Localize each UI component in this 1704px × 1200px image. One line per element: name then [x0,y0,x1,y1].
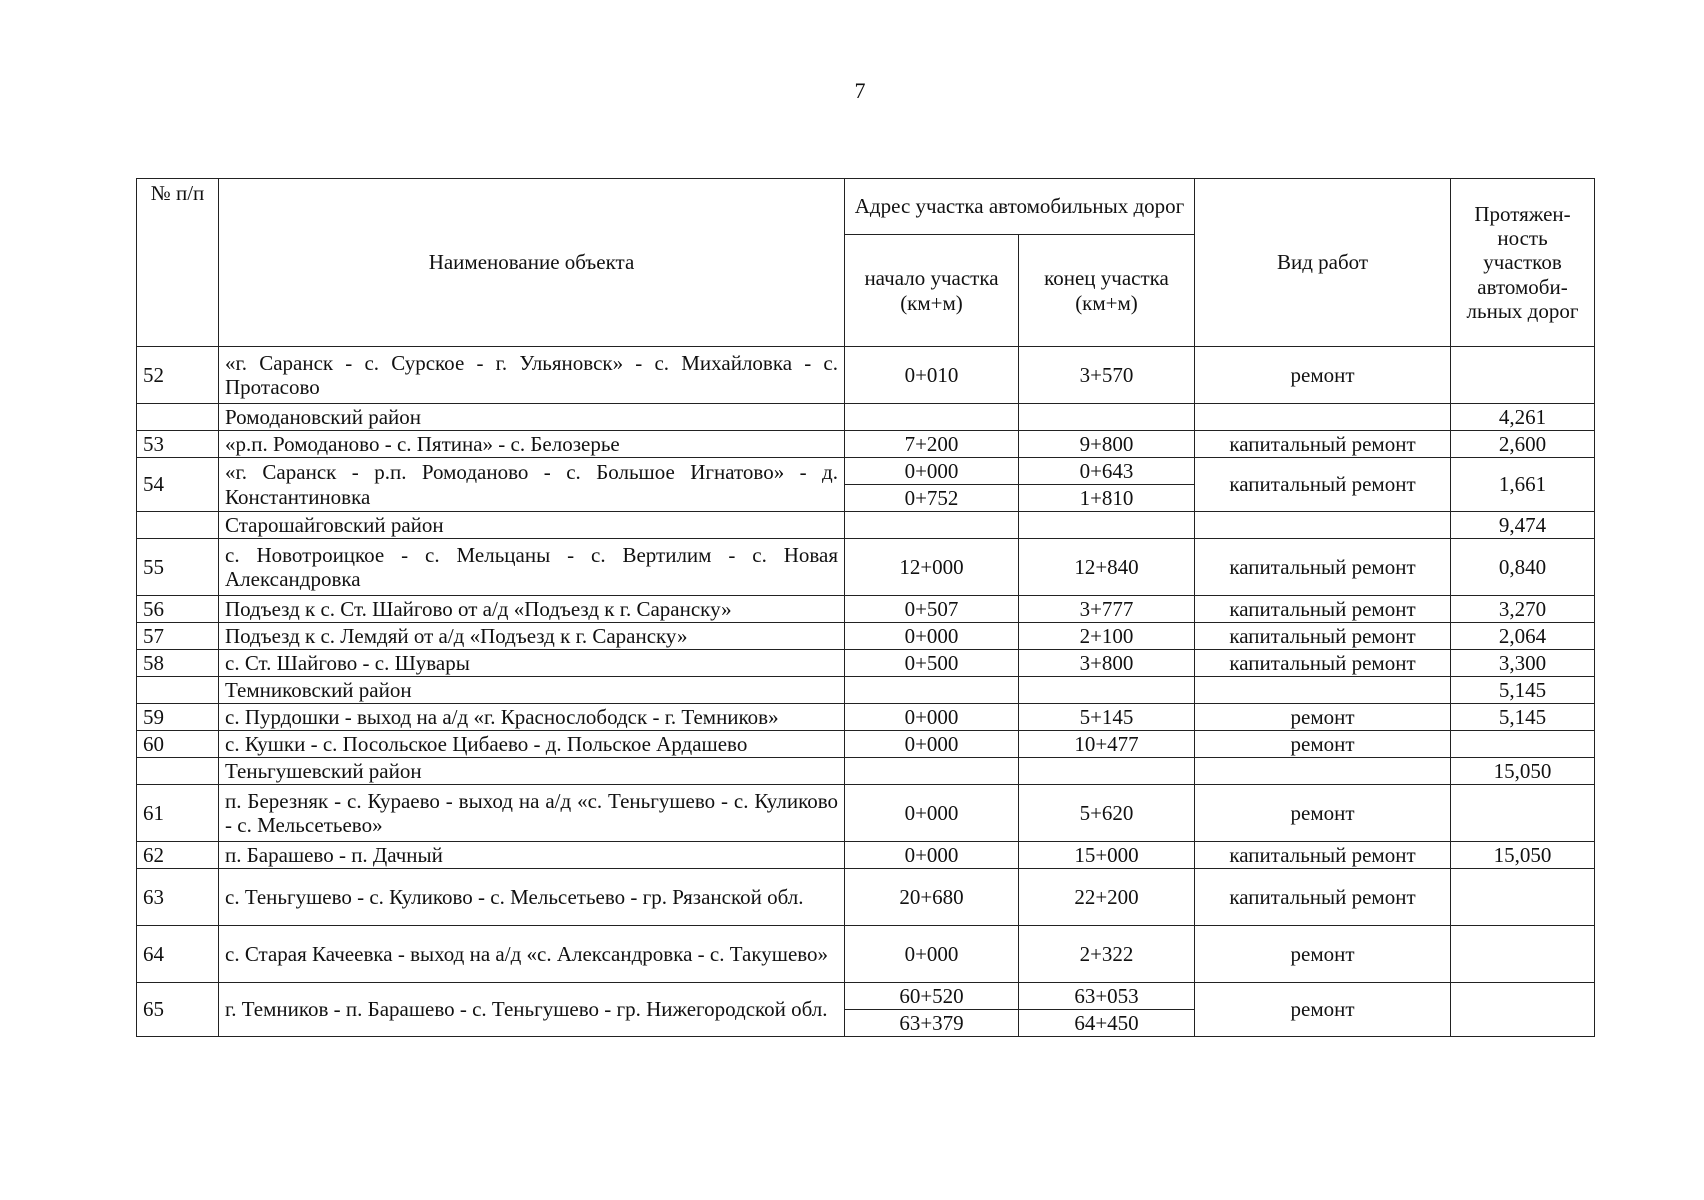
road-length: 15,050 [1451,842,1595,869]
end-km: 2+322 [1019,926,1195,983]
work-type: капитальный ремонт [1195,539,1451,596]
object-name: «г. Саранск - р.п. Ромоданово - с. Большое Игнатово» - д. Константиновка [219,458,845,512]
road-length: 15,050 [1451,758,1595,785]
start-km: 0+010 [845,347,1019,404]
object-name: Подъезд к с. Лемдяй от а/д «Подъезд к г. Саранску» [219,623,845,650]
end-km: 5+620 [1019,785,1195,842]
road-length: 3,270 [1451,596,1595,623]
table-row [137,842,1595,869]
object-name: г. Темников - п. Барашево - с. Теньгушево - гр. Нижегородской обл. [219,983,845,1037]
district-row [137,404,1595,431]
row-number [137,404,219,431]
end-km: 1+810 [1019,485,1195,512]
end-km [1019,677,1195,704]
object-name: с. Пурдошки - выход на а/д «г. Краснослободск - г. Темников» [219,704,845,731]
start-km: 63+379 [845,1010,1019,1037]
end-km: 15+000 [1019,842,1195,869]
row-number [137,677,219,704]
district-name: Ромодановский район [219,404,845,431]
district-name: Темниковский район [219,677,845,704]
table-row [137,704,1595,731]
road-length [1451,926,1595,983]
header-length: Протяжен-ность участков автомоби-льных дорог [1451,179,1595,347]
end-km: 12+840 [1019,539,1195,596]
end-km: 5+145 [1019,704,1195,731]
district-row [137,758,1595,785]
district-name: Старошайговский район [219,512,845,539]
object-name: «р.п. Ромоданово - с. Пятина» - с. Белозерье [219,431,845,458]
row-number: 58 [137,650,219,677]
table-row [137,731,1595,758]
header-name: Наименование объекта [219,179,845,347]
table-row [137,785,1595,842]
end-km: 3+800 [1019,650,1195,677]
end-km: 3+777 [1019,596,1195,623]
work-type: капитальный ремонт [1195,431,1451,458]
object-name: с. Старая Качеевка - выход на а/д «с. Александровка - с. Такушево» [219,926,845,983]
work-type: ремонт [1195,785,1451,842]
table-row [137,347,1595,404]
road-length: 1,661 [1451,458,1595,512]
object-name: Подъезд к с. Ст. Шайгово от а/д «Подъезд к г. Саранску» [219,596,845,623]
end-km [1019,758,1195,785]
start-km [845,758,1019,785]
road-length: 4,261 [1451,404,1595,431]
table-row [137,650,1595,677]
start-km: 0+500 [845,650,1019,677]
road-length [1451,731,1595,758]
row-number: 65 [137,983,219,1037]
road-length: 0,840 [1451,539,1595,596]
row-number: 64 [137,926,219,983]
row-number: 57 [137,623,219,650]
start-km [845,512,1019,539]
object-name: «г. Саранск - с. Сурское - г. Ульяновск» - с. Михайловка - с. Протасово [219,347,845,404]
road-length: 2,600 [1451,431,1595,458]
table-row [137,926,1595,983]
table-row [137,869,1595,926]
table-row [137,623,1595,650]
header-address: Адрес участка автомобильных дорог [845,179,1195,235]
start-km: 0+507 [845,596,1019,623]
row-number: 53 [137,431,219,458]
object-name: п. Барашево - п. Дачный [219,842,845,869]
road-length [1451,869,1595,926]
start-km: 0+000 [845,842,1019,869]
object-name: с. Теньгушево - с. Куликово - с. Мельсетьево - гр. Рязанской обл. [219,869,845,926]
work-type [1195,758,1451,785]
row-number: 61 [137,785,219,842]
header-work: Вид работ [1195,179,1451,347]
end-km: 2+100 [1019,623,1195,650]
row-number [137,758,219,785]
road-length [1451,983,1595,1037]
work-type: ремонт [1195,347,1451,404]
start-km: 0+000 [845,926,1019,983]
road-length: 5,145 [1451,704,1595,731]
end-km: 10+477 [1019,731,1195,758]
road-length: 3,300 [1451,650,1595,677]
district-name: Теньгушевский район [219,758,845,785]
start-km [845,404,1019,431]
work-type [1195,677,1451,704]
start-km: 7+200 [845,431,1019,458]
start-km: 0+000 [845,623,1019,650]
header-end: конец участка (км+м) [1019,235,1195,347]
row-number: 52 [137,347,219,404]
end-km: 9+800 [1019,431,1195,458]
work-type [1195,512,1451,539]
row-number: 60 [137,731,219,758]
header-num: № п/п [137,179,219,347]
table-row [137,458,1595,485]
roads-table [136,178,1595,1037]
work-type: ремонт [1195,731,1451,758]
row-number: 59 [137,704,219,731]
road-length [1451,785,1595,842]
row-number: 55 [137,539,219,596]
object-name: с. Кушки - с. Посольское Цибаево - д. Польское Ардашево [219,731,845,758]
object-name: с. Новотроицкое - с. Мельцаны - с. Вертилим - с. Новая Александровка [219,539,845,596]
table-row [137,983,1595,1010]
work-type [1195,404,1451,431]
row-number: 54 [137,458,219,512]
work-type: капитальный ремонт [1195,623,1451,650]
object-name: с. Ст. Шайгово - с. Шувары [219,650,845,677]
start-km: 0+752 [845,485,1019,512]
road-length: 5,145 [1451,677,1595,704]
row-number: 62 [137,842,219,869]
start-km: 0+000 [845,458,1019,485]
end-km: 64+450 [1019,1010,1195,1037]
start-km: 0+000 [845,785,1019,842]
end-km: 22+200 [1019,869,1195,926]
work-type: капитальный ремонт [1195,650,1451,677]
table-row [137,539,1595,596]
end-km [1019,512,1195,539]
work-type: капитальный ремонт [1195,596,1451,623]
table-header [137,179,1595,347]
end-km [1019,404,1195,431]
work-type: капитальный ремонт [1195,842,1451,869]
road-length [1451,347,1595,404]
header-start: начало участка (км+м) [845,235,1019,347]
work-type: ремонт [1195,926,1451,983]
road-length: 2,064 [1451,623,1595,650]
row-number: 63 [137,869,219,926]
row-number [137,512,219,539]
work-type: капитальный ремонт [1195,869,1451,926]
table-body [137,347,1595,1037]
work-type: капитальный ремонт [1195,458,1451,512]
end-km: 63+053 [1019,983,1195,1010]
table-row [137,596,1595,623]
district-row [137,677,1595,704]
row-number: 56 [137,596,219,623]
start-km [845,677,1019,704]
work-type: ремонт [1195,983,1451,1037]
object-name: п. Березняк - с. Кураево - выход на а/д «с. Теньгушево - с. Куликово - с. Мельсетьево» [219,785,845,842]
road-length: 9,474 [1451,512,1595,539]
start-km: 0+000 [845,731,1019,758]
end-km: 3+570 [1019,347,1195,404]
table-row [137,431,1595,458]
start-km: 0+000 [845,704,1019,731]
end-km: 0+643 [1019,458,1195,485]
start-km: 12+000 [845,539,1019,596]
start-km: 60+520 [845,983,1019,1010]
work-type: ремонт [1195,704,1451,731]
start-km: 20+680 [845,869,1019,926]
district-row [137,512,1595,539]
page-number: 7 [854,78,866,103]
